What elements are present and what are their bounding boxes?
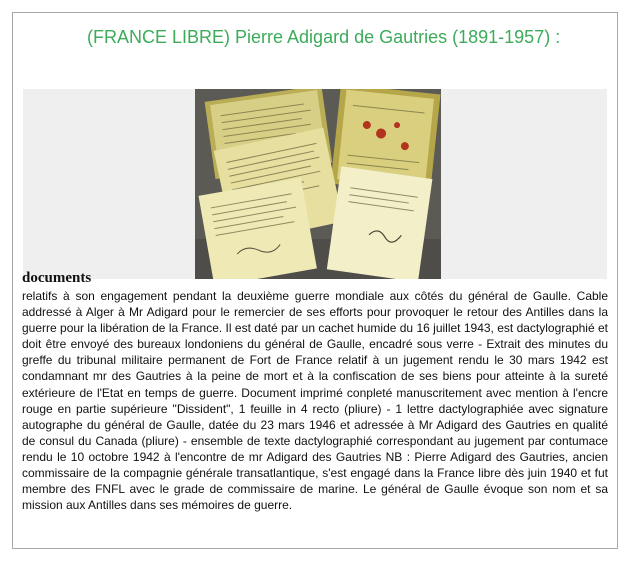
listing-panel [12, 12, 618, 549]
documents-photo[interactable] [195, 89, 441, 279]
page-title: (FRANCE LIBRE) Pierre Adigard de Gautries (1891-1957) : [87, 27, 561, 47]
item-description: relatifs à son engagement pendant la deuxième guerre mondiale aux côtés du général de Gaulle. Cable addressé à Alger à Mr Adigard pour le remercier de ses efforts pour provoquer le retour des Antilles dans la guerre pour la libération de la France. Il est daté par un cachet humide du 16 juillet 1943, est dactylographié et doit être envoyé des bureaux londoniens du général de Gaulle, encadré sous verre - Extrait des minutes du greffe du tribunal militaire permanent de Fort de France relatif à un jugement rendu le 30 mars 1942 est condamnant mr des Gautries à la peine de mort et à la confiscation de ses biens pour atteinte à la sureté extérieure de l'Etat en temps de guerre. Document imprimé conpleté manuscritement avec mention à l'encre rouge en partie supérieure "Dissident", 1 feuille in 4 recto (pliure) - 1 lettre dactylographiée avec signature autographe du général de Gaulle, datée du 23 mars 1946 et adressée à Mr Adigard des Gautries en qualité de consul du Canada (pliure) - ensemble de texte dactylographié correspondant au jugement par contumace rendu le 10 octobre 1942 à l'encontre de mr Adigard des Gautries NB : Pierre Adigard des Gautries, ancien commissaire de la compagnie générale transatlantique, s'est engagé dans la France libre dès juin 1940 et fut membre des FNFL avec le grade de commissaire de marine. Le général de Gaulle évoque son nom et sa mission aux Antilles dans ses mémoires de guerre. [22, 289, 608, 513]
section-heading: documents [22, 270, 92, 286]
photo-band [23, 89, 607, 279]
